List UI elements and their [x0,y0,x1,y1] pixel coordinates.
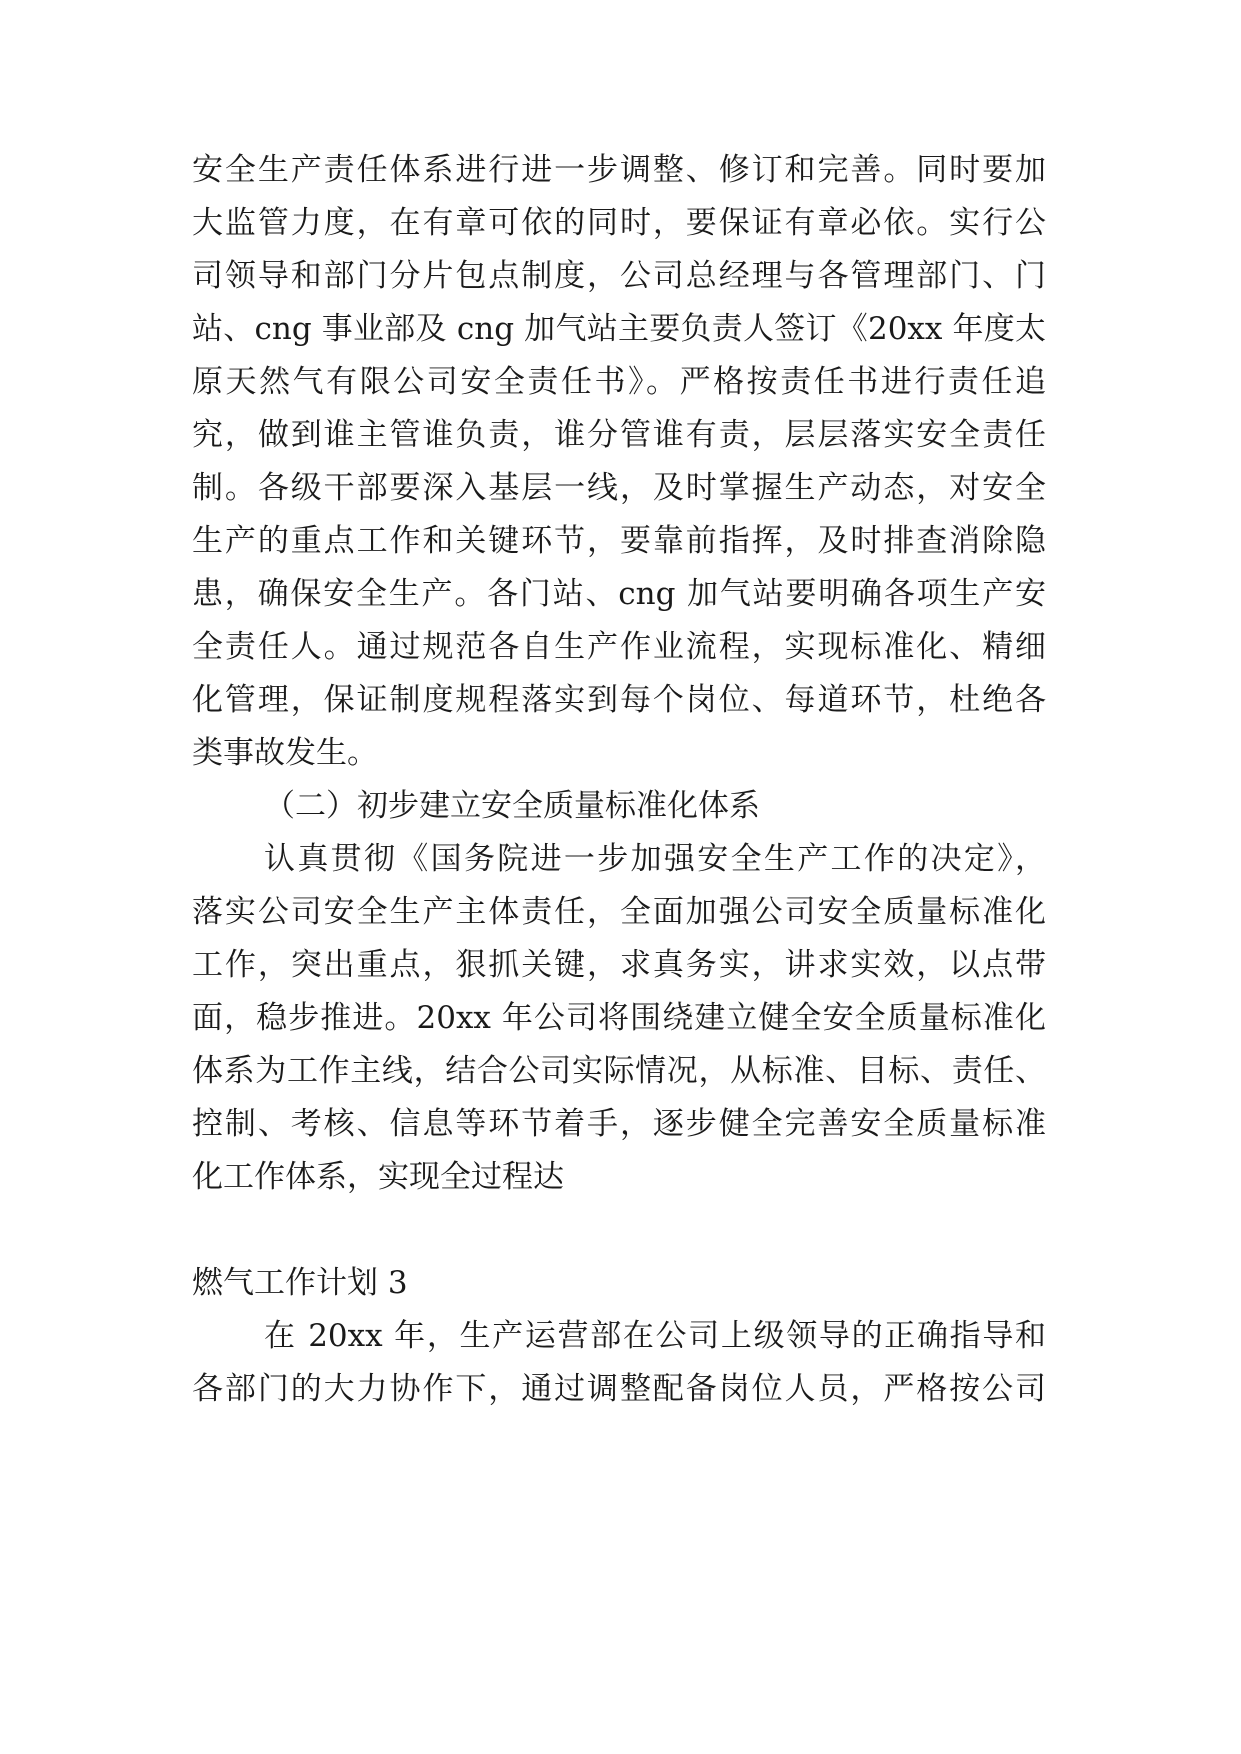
text-line: 生产的重点工作和关键环节，要靠前指挥，及时排查消除隐 [192,523,1046,559]
text-line: 控制、考核、信息等环节着手，逐步健全完善安全质量标准 [192,1106,1046,1142]
text-line: 化管理，保证制度规程落实到每个岗位、每道环节，杜绝各 [192,682,1046,718]
text-line: 安全生产责任体系进行进一步调整、修订和完善。同时要加 [192,152,1046,188]
text-line: 认真贯彻《国务院进一步加强安全生产工作的决定》， [264,841,1046,877]
text-line: 体系为工作主线，结合公司实际情况，从标准、目标、责任、 [192,1053,1046,1089]
text-line: 化工作体系，实现全过程达 [192,1159,564,1195]
text-line: 落实公司安全生产主体责任，全面加强公司安全质量标准化 [192,894,1046,930]
text-line: 工作，突出重点，狠抓关键，求真务实，讲求实效，以点带 [192,947,1046,983]
plan-heading: 燃气工作计划 3 [192,1265,408,1301]
text-line: 制。各级干部要深入基层一线，及时掌握生产动态，对安全 [192,470,1046,506]
text-line: 类事故发生。 [192,735,378,771]
text-line: 面，稳步推进。20xx 年公司将围绕建立健全安全质量标准化 [192,1000,1046,1036]
text-line: 患，确保安全生产。各门站、cng 加气站要明确各项生产安 [192,576,1046,612]
text-line: 原天然气有限公司安全责任书》。严格按责任书进行责任追 [192,364,1046,400]
text-line: 站、cng 事业部及 cng 加气站主要负责人签订《20xx 年度太 [192,311,1046,347]
text-line: 在 20xx 年，生产运营部在公司上级领导的正确指导和 [264,1318,1046,1354]
text-line: 各部门的大力协作下，通过调整配备岗位人员，严格按公司 [192,1371,1046,1407]
text-line: 全责任人。通过规范各自生产作业流程，实现标准化、精细 [192,629,1046,665]
text-line: 大监管力度，在有章可依的同时，要保证有章必依。实行公 [192,205,1046,241]
text-line: 司领导和部门分片包点制度，公司总经理与各管理部门、门 [192,258,1046,294]
text-line: 究，做到谁主管谁负责，谁分管谁有责，层层落实安全责任 [192,417,1046,453]
section-subheading: （二）初步建立安全质量标准化体系 [264,788,760,824]
